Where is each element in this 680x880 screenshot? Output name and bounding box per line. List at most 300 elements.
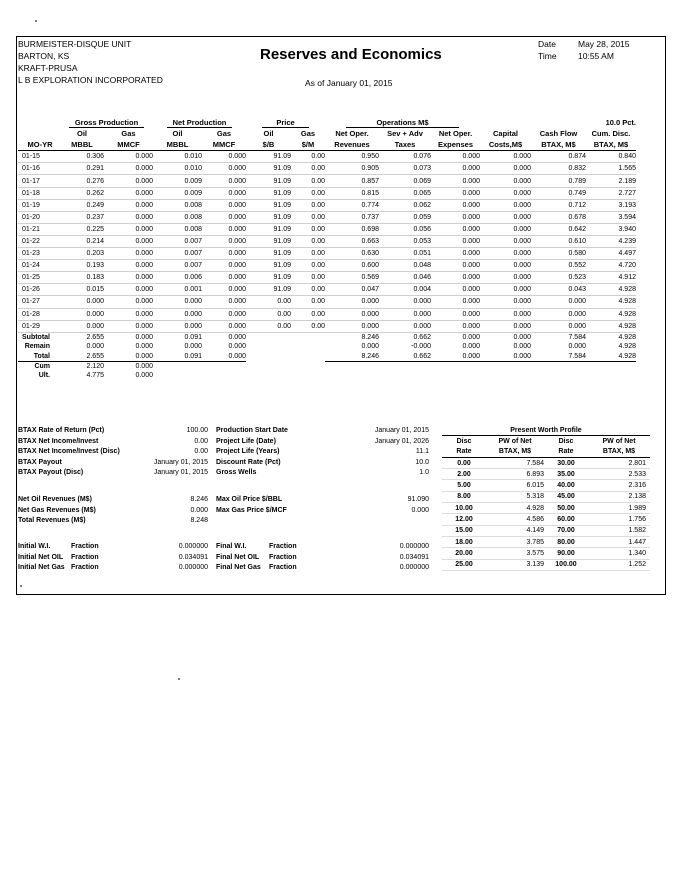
stat-label: Net Gas Revenues (M$) — [18, 506, 96, 514]
table-cell: 0.091 — [153, 351, 202, 361]
operations-header: Operations M$ — [346, 118, 458, 128]
column-header: Taxes — [379, 139, 431, 151]
table-cell: 0.214 — [60, 235, 104, 247]
table-cell — [531, 361, 586, 371]
pw-disc-rate: 60.00 — [544, 514, 588, 525]
pw-disc-rate: 70.00 — [544, 525, 588, 536]
table-cell — [586, 361, 636, 371]
table-cell: 4.928 — [586, 332, 636, 342]
column-header: BTAX, M$ — [531, 139, 586, 151]
stat-row — [216, 447, 429, 458]
column-header: Cum. Disc. — [591, 129, 631, 139]
pw-header: PW of Net — [498, 437, 532, 445]
pw-row — [442, 514, 650, 525]
table-cell: 0.000 — [480, 187, 531, 199]
summary-row — [18, 342, 636, 351]
table-cell — [325, 371, 379, 380]
stat-label: Gross Wells — [216, 469, 257, 477]
pw-disc-rate: 8.00 — [442, 491, 486, 502]
table-cell: 0.000 — [431, 260, 480, 272]
pw-value: 4.928 — [486, 503, 544, 514]
table-cell — [379, 361, 431, 371]
column-header-row — [18, 128, 636, 139]
summary-label: Remain — [24, 343, 50, 351]
table-cell: 0.000 — [480, 320, 531, 332]
pw-unit-row — [442, 447, 650, 458]
table-cell — [431, 371, 480, 380]
table-cell: 0.193 — [60, 260, 104, 272]
summary-row — [18, 351, 636, 361]
table-cell — [153, 361, 202, 371]
pw-value: 3.139 — [486, 559, 544, 570]
table-cell: 0.00 — [246, 296, 291, 308]
table-cell: 0.203 — [60, 248, 104, 260]
stat-value: 1.0 — [419, 469, 429, 477]
pw-disc-rate: 0.00 — [442, 457, 486, 468]
table-cell: 0.00 — [291, 175, 325, 187]
pw-value: 5.318 — [486, 491, 544, 502]
table-cell: 0.183 — [60, 272, 104, 284]
pw-value: 3.575 — [486, 548, 544, 559]
table-cell: 0.010 — [153, 163, 202, 175]
column-header: MBBL — [153, 139, 202, 151]
net-production-header: Net Production — [167, 118, 233, 128]
table-cell: 91.09 — [246, 223, 291, 235]
table-cell: 0.642 — [531, 223, 586, 235]
stat-unit: Fraction — [71, 543, 99, 550]
date-block — [538, 38, 630, 62]
table-cell: 0.000 — [104, 175, 153, 187]
pw-disc-rate: 25.00 — [442, 559, 486, 570]
table-cell: 0.047 — [325, 284, 379, 296]
table-cell: 0.051 — [379, 248, 431, 260]
table-cell — [153, 371, 202, 380]
row-label: 01-26 — [18, 284, 60, 296]
table-cell: 0.000 — [228, 343, 246, 351]
table-cell — [480, 361, 531, 371]
table-cell: 0.000 — [104, 351, 153, 361]
table-cell: 0.000 — [202, 223, 246, 235]
time-value: 10:55 AM — [578, 51, 614, 61]
column-header: Sev + Adv — [387, 129, 423, 139]
table-row — [18, 199, 636, 211]
pw-value: 6.893 — [486, 469, 544, 480]
table-cell: 0.662 — [379, 351, 431, 361]
pw-value: 4.586 — [486, 514, 544, 525]
table-cell: 0.000 — [361, 343, 379, 351]
table-cell: 0.580 — [531, 248, 586, 260]
table-cell: 0.00 — [291, 320, 325, 332]
table-cell — [325, 361, 379, 371]
table-row — [18, 235, 636, 247]
table-cell: 2.655 — [60, 332, 104, 342]
table-cell — [202, 371, 246, 380]
pw-value: 1.582 — [588, 525, 650, 536]
stat-value: 8.248 — [190, 517, 208, 525]
column-header: Gas — [216, 129, 232, 139]
stat-row — [216, 437, 429, 448]
table-cell: 0.000 — [431, 332, 480, 342]
table-row — [18, 260, 636, 272]
table-cell: 0.000 — [86, 343, 104, 351]
pw-value: 2.316 — [588, 480, 650, 491]
column-header: Costs,M$ — [480, 139, 531, 151]
row-label: 01-17 — [18, 175, 60, 187]
table-cell: 91.09 — [246, 199, 291, 211]
stat-unit: Fraction — [71, 553, 99, 561]
table-cell: 0.00 — [291, 199, 325, 211]
stat-label: Max Oil Price $/BBL — [216, 496, 283, 503]
table-cell: 0.000 — [568, 343, 586, 351]
pw-header: BTAX, M$ — [486, 447, 544, 458]
header-line: KRAFT-PRUSA — [18, 63, 78, 73]
table-cell: 0.000 — [325, 320, 379, 332]
table-cell: 0.000 — [462, 343, 480, 351]
stat-value: January 01, 2015 — [374, 427, 429, 434]
table-cell: 2.120 — [86, 363, 104, 371]
column-header: Capital — [492, 129, 518, 139]
stat-value: 0.000000 — [399, 564, 429, 572]
table-cell — [379, 371, 431, 380]
table-cell: 0.000 — [480, 272, 531, 284]
table-cell: 0.000 — [104, 320, 153, 332]
table-cell: 2.189 — [586, 175, 636, 187]
table-cell: 4.928 — [586, 308, 636, 320]
table-cell: 0.000 — [153, 308, 202, 320]
table-cell: 0.000 — [202, 260, 246, 272]
stat-value: 0.000000 — [399, 543, 429, 550]
pw-value: 1.756 — [588, 514, 650, 525]
table-cell: 0.000 — [60, 296, 104, 308]
table-cell: 0.000 — [480, 211, 531, 223]
table-cell: 0.000 — [431, 151, 480, 163]
table-cell: 0.000 — [104, 248, 153, 260]
stat-label: Final W.I. — [216, 543, 247, 550]
table-cell: 0.523 — [531, 272, 586, 284]
table-cell: 0.00 — [291, 163, 325, 175]
stat-row — [216, 506, 429, 517]
table-cell: 0.832 — [531, 163, 586, 175]
table-cell: 0.000 — [480, 151, 531, 163]
table-cell: 0.815 — [325, 187, 379, 199]
column-header: MBBL — [60, 139, 104, 151]
pw-disc-rate: 12.00 — [442, 514, 486, 525]
stat-unit: Fraction — [269, 564, 297, 572]
table-cell: 0.000 — [379, 308, 431, 320]
table-cell: 0.00 — [246, 308, 291, 320]
table-cell: 0.276 — [60, 175, 104, 187]
table-cell: 0.712 — [531, 199, 586, 211]
pct-header: 10.0 Pct. — [605, 118, 636, 128]
pw-value: 2.138 — [588, 491, 650, 502]
stat-label: Project Life (Date) — [216, 437, 276, 445]
pw-disc-rate: 50.00 — [544, 503, 588, 514]
table-cell — [246, 351, 291, 361]
table-cell: 0.000 — [104, 211, 153, 223]
stat-value: 11.1 — [415, 448, 429, 456]
table-cell: 0.000 — [480, 284, 531, 296]
table-cell: 0.000 — [104, 223, 153, 235]
table-row — [18, 284, 636, 296]
table-cell — [246, 332, 291, 342]
table-cell: 0.000 — [202, 308, 246, 320]
column-header: Gas — [300, 129, 316, 139]
table-cell: 0.000 — [202, 211, 246, 223]
table-cell — [291, 342, 325, 351]
table-cell — [291, 361, 325, 371]
pw-header: Rate — [544, 447, 588, 458]
table-cell: 0.048 — [379, 260, 431, 272]
table-cell: 0.000 — [431, 308, 480, 320]
present-worth-title: Present Worth Profile — [442, 425, 650, 436]
pw-value: 1.989 — [588, 503, 650, 514]
stat-label: Initial W.I. — [18, 543, 51, 550]
revenue-summary — [18, 495, 208, 527]
stat-value: 0.000 — [190, 506, 208, 514]
stat-row — [18, 447, 208, 458]
stat-value: January 01, 2015 — [153, 458, 208, 466]
table-cell: 0.056 — [379, 223, 431, 235]
table-cell: 0.00 — [291, 260, 325, 272]
stat-label: Total Revenues (M$) — [18, 517, 86, 525]
stat-row — [18, 506, 208, 517]
summary-row — [18, 361, 636, 371]
table-cell: 0.000 — [104, 272, 153, 284]
table-cell: 0.004 — [379, 284, 431, 296]
pw-row — [442, 469, 650, 480]
pw-row — [442, 559, 650, 570]
date-value: May 28, 2015 — [578, 39, 630, 49]
table-cell: 3.940 — [586, 223, 636, 235]
table-cell: 4.912 — [586, 272, 636, 284]
table-cell: 0.073 — [379, 163, 431, 175]
header-line: BARTON, KS — [18, 51, 70, 61]
table-cell: 0.00 — [291, 296, 325, 308]
row-label: 01-18 — [18, 187, 60, 199]
stat-row — [18, 516, 208, 527]
table-cell: 0.069 — [379, 175, 431, 187]
stat-value: 0.034091 — [178, 553, 208, 561]
stat-value: 91.090 — [407, 496, 429, 503]
stat-row — [18, 542, 208, 553]
table-cell: 0.000 — [104, 235, 153, 247]
table-cell: 91.09 — [246, 151, 291, 163]
table-cell: -0.000 — [411, 343, 431, 351]
table-cell: 0.000 — [104, 163, 153, 175]
pw-disc-rate: 90.00 — [544, 548, 588, 559]
column-header: Oil — [172, 129, 183, 139]
table-cell: 0.249 — [60, 199, 104, 211]
stat-label: BTAX Payout — [18, 458, 62, 466]
table-cell: 0.000 — [431, 199, 480, 211]
table-cell: 91.09 — [246, 163, 291, 175]
report-title: Reserves and Economics — [260, 46, 442, 63]
pw-value: 1.340 — [588, 548, 650, 559]
table-cell: 0.00 — [291, 211, 325, 223]
stat-label: Discount Rate (Pct) — [216, 458, 281, 466]
pw-disc-rate: 10.00 — [442, 503, 486, 514]
table-cell: 0.00 — [291, 187, 325, 199]
stat-unit: Fraction — [269, 543, 297, 550]
pw-header-row — [442, 436, 650, 447]
table-cell: 4.239 — [586, 235, 636, 247]
table-cell: 91.09 — [246, 175, 291, 187]
row-label: 01-29 — [18, 320, 60, 332]
table-cell: 91.09 — [246, 187, 291, 199]
table-cell: 0.000 — [202, 175, 246, 187]
table-cell: 0.774 — [325, 199, 379, 211]
pw-header: BTAX, M$ — [588, 447, 650, 458]
price-header: Price — [262, 118, 308, 128]
report-header-lines — [18, 38, 163, 86]
pw-value: 4.149 — [486, 525, 544, 536]
stat-row — [18, 426, 208, 437]
stat-label: Max Gas Price $/MCF — [216, 506, 287, 514]
table-cell: 0.840 — [586, 151, 636, 163]
stat-value: 0.000000 — [178, 564, 208, 572]
row-label: 01-27 — [18, 296, 60, 308]
table-cell: 7.584 — [531, 351, 586, 361]
table-row — [18, 187, 636, 199]
table-cell: 0.000 — [104, 187, 153, 199]
pw-value: 2.801 — [588, 457, 650, 468]
pw-disc-rate: 18.00 — [442, 536, 486, 547]
table-cell: 0.610 — [531, 235, 586, 247]
table-cell: 1.565 — [586, 163, 636, 175]
table-cell: 0.000 — [202, 235, 246, 247]
stat-value: 0.00 — [194, 448, 208, 456]
stat-label: Production Start Date — [216, 427, 288, 434]
row-label: 01-16 — [18, 163, 60, 175]
stat-row — [216, 553, 429, 564]
stat-row — [18, 553, 208, 564]
table-cell: 91.09 — [246, 260, 291, 272]
summary-label: Subtotal — [18, 332, 60, 342]
table-cell: 0.000 — [480, 260, 531, 272]
table-cell: 0.000 — [202, 284, 246, 296]
table-cell: 0.000 — [104, 296, 153, 308]
table-cell: 0.678 — [531, 211, 586, 223]
table-cell: 0.00 — [246, 320, 291, 332]
pw-disc-rate: 35.00 — [544, 469, 588, 480]
pw-disc-rate: 80.00 — [544, 536, 588, 547]
table-cell: 0.00 — [291, 223, 325, 235]
pw-header: PW of Net — [602, 437, 636, 445]
stat-row — [216, 542, 429, 553]
table-cell — [480, 371, 531, 380]
table-cell: 0.000 — [431, 320, 480, 332]
summary-label: Total — [18, 351, 60, 361]
table-cell: 0.000 — [153, 296, 202, 308]
column-header: MO-YR — [18, 139, 60, 151]
table-cell: 0.00 — [291, 151, 325, 163]
table-cell: 0.000 — [513, 343, 531, 351]
row-label: 01-15 — [18, 151, 60, 163]
table-cell: 4.720 — [586, 260, 636, 272]
table-cell: 0.000 — [202, 199, 246, 211]
table-cell: 4.928 — [586, 296, 636, 308]
stat-label: BTAX Net Income/Invest (Disc) — [18, 448, 120, 456]
group-header-row — [18, 117, 636, 128]
pw-disc-rate: 100.00 — [544, 559, 588, 570]
pw-row — [442, 480, 650, 491]
table-cell: 0.663 — [325, 235, 379, 247]
table-cell: 0.043 — [531, 284, 586, 296]
table-cell: 0.000 — [480, 223, 531, 235]
table-cell: 0.008 — [153, 199, 202, 211]
stat-value: 100.00 — [186, 427, 208, 434]
table-cell: 0.000 — [104, 332, 153, 342]
stat-row — [216, 468, 429, 479]
table-cell — [431, 361, 480, 371]
table-cell — [246, 342, 291, 351]
table-cell: 91.09 — [246, 235, 291, 247]
column-unit-row — [18, 139, 636, 151]
stat-row — [18, 495, 208, 506]
stat-value: 0.000000 — [178, 543, 208, 550]
table-cell: 0.000 — [135, 372, 153, 380]
table-cell: 0.009 — [153, 175, 202, 187]
stat-label: Final Net Gas — [216, 564, 261, 572]
table-cell: 0.062 — [379, 199, 431, 211]
table-cell: 0.000 — [104, 260, 153, 272]
table-cell: 0.053 — [379, 235, 431, 247]
column-header — [18, 128, 60, 139]
table-cell: 0.000 — [202, 151, 246, 163]
pw-disc-rate: 2.00 — [442, 469, 486, 480]
project-parameters — [216, 426, 429, 479]
table-cell: 0.007 — [153, 235, 202, 247]
table-cell: 4.497 — [586, 248, 636, 260]
table-cell: 0.225 — [60, 223, 104, 235]
column-header: Revenues — [325, 139, 379, 151]
pw-row — [442, 548, 650, 559]
table-cell: 0.008 — [153, 223, 202, 235]
table-cell: 4.928 — [586, 284, 636, 296]
stat-value: January 01, 2026 — [374, 437, 429, 445]
final-interest-summary — [216, 542, 429, 574]
column-header: MMCF — [202, 139, 246, 151]
stat-label: BTAX Payout (Disc) — [18, 469, 84, 477]
table-cell: 0.600 — [325, 260, 379, 272]
table-cell: 0.000 — [104, 199, 153, 211]
table-cell: 0.000 — [480, 296, 531, 308]
table-cell: 0.000 — [480, 248, 531, 260]
table-cell: 0.000 — [184, 343, 202, 351]
table-cell: 91.09 — [246, 248, 291, 260]
table-cell — [291, 332, 325, 342]
pw-header: Disc — [558, 437, 574, 445]
table-cell: 4.775 — [86, 372, 104, 380]
table-cell: 0.857 — [325, 175, 379, 187]
pw-disc-rate: 5.00 — [442, 480, 486, 491]
table-cell: 0.000 — [480, 235, 531, 247]
column-header: Net Oper. — [335, 129, 369, 139]
table-cell: 0.000 — [135, 363, 153, 371]
table-cell: 7.584 — [531, 332, 586, 342]
table-cell: 0.000 — [202, 163, 246, 175]
pw-row — [442, 536, 650, 547]
table-cell: 0.000 — [325, 308, 379, 320]
stat-row — [18, 437, 208, 448]
table-cell: 4.928 — [618, 343, 636, 351]
column-header: Oil — [263, 129, 274, 139]
table-cell: 0.662 — [379, 332, 431, 342]
table-cell: 0.010 — [153, 151, 202, 163]
table-cell: 0.874 — [531, 151, 586, 163]
present-worth-table — [442, 425, 650, 571]
table-cell: 0.000 — [431, 235, 480, 247]
